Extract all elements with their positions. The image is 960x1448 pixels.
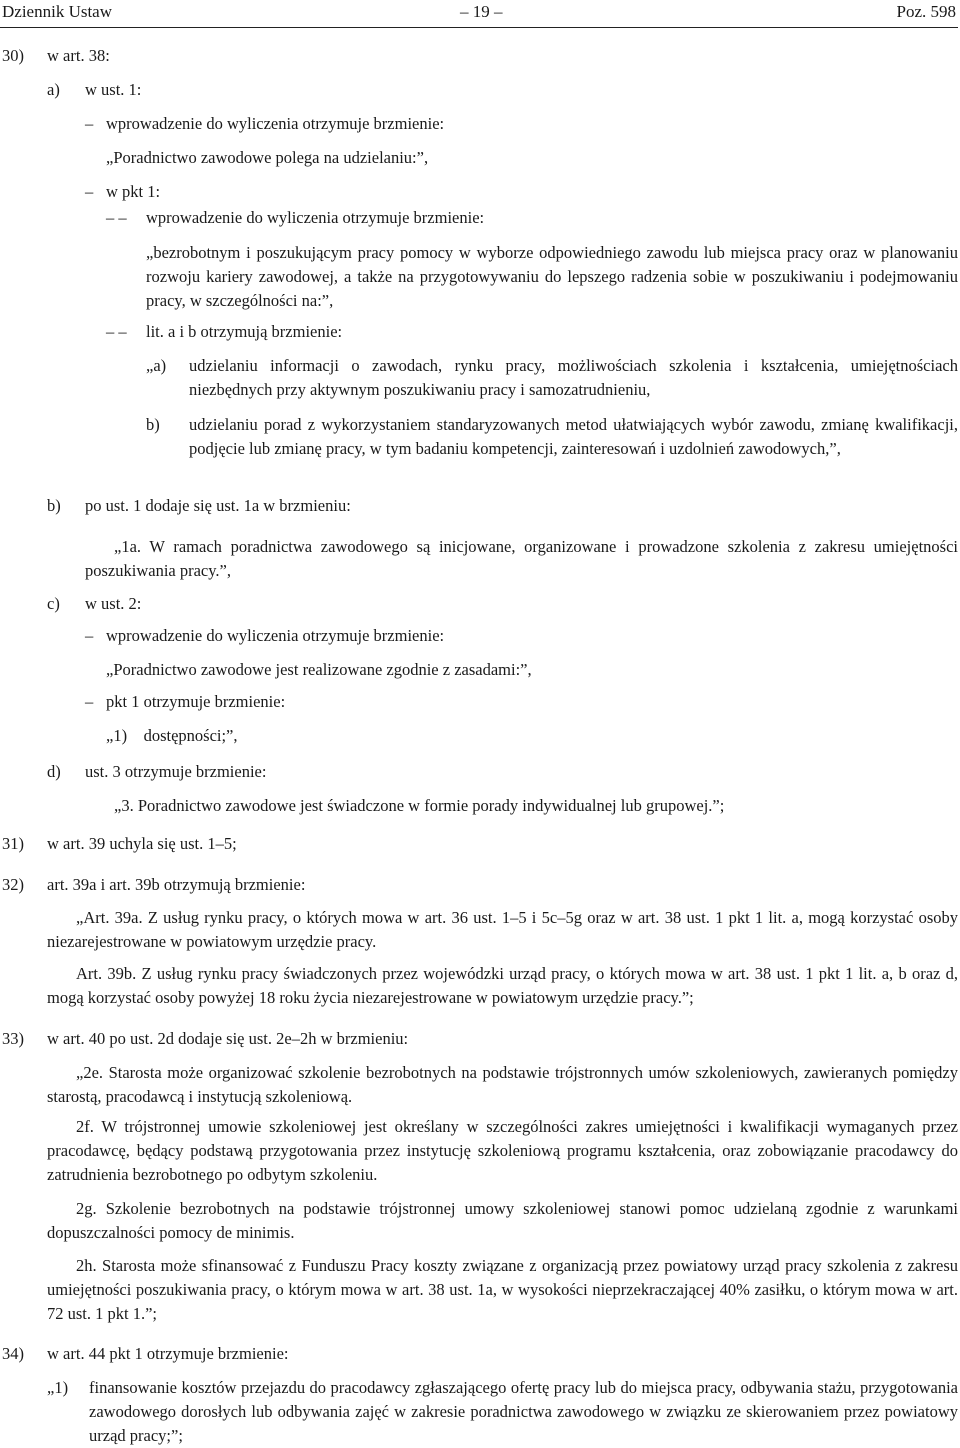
item-33-number: 33) xyxy=(2,1029,24,1048)
item-34-point-marker: „1) xyxy=(47,1378,69,1397)
letter-b-marker: b) xyxy=(146,415,160,434)
letter-a-text: udzielaniu informacji o zawodach, rynku pracy, możliwościach szkolenia i kształcenia, umiejętnościach niezbędnych przy aktywnym poszukiwaniu pracy i samozatrudnieniu, xyxy=(189,356,958,399)
item-34-text: w art. 44 pkt 1 otrzymuje brzmienie: xyxy=(47,1344,289,1363)
item-30-text: w art. 38: xyxy=(47,46,110,65)
item-30c-dash2-text: pkt 1 otrzymuje brzmienie: xyxy=(106,692,286,711)
dash-marker: – xyxy=(85,626,94,645)
dash-marker: – xyxy=(85,692,94,711)
item-30c-letter: c) xyxy=(47,594,60,613)
item-30-number: 30) xyxy=(2,46,24,65)
item-30a-text: w ust. 1: xyxy=(85,80,142,99)
item-30a-ddash2-text: lit. a i b otrzymują brzmienie: xyxy=(146,322,343,341)
item-30b-quote: „1a. W ramach poradnictwa zawodowego są inicjowane, organizowane i prowadzone szkolenia z zakresu umiejętności poszukiwania pracy.”, xyxy=(85,537,958,580)
page-header xyxy=(0,0,958,28)
journal-title: Dziennik Ustaw xyxy=(2,2,113,21)
item-30a-letter: a) xyxy=(47,80,60,99)
item-30d-text: ust. 3 otrzymuje brzmienie: xyxy=(85,762,267,781)
item-30c-quote2: „1) dostępności;”, xyxy=(106,726,238,745)
item-30c-text: w ust. 2: xyxy=(85,594,142,613)
item-34-point-text: finansowanie kosztów przejazdu do pracodawcy zgłaszającego ofertę pracy lub do miejsca pracy, odbywania stażu, przygotowania zawodowego dorosłych lub odbywania zajęć w zakresie poradnictwa zawodowego w związku ze skierowaniem przez powiatowy urząd pracy;”; xyxy=(89,1378,958,1445)
item-30c-quote1: „Poradnictwo zawodowe jest realizowane zgodnie z zasadami:”, xyxy=(106,660,532,679)
position-number: Poz. 598 xyxy=(896,2,956,21)
item-33-text: w art. 40 po ust. 2d dodaje się ust. 2e–2h w brzmieniu: xyxy=(47,1029,409,1048)
dash-marker: – xyxy=(85,114,94,133)
item-32-number: 32) xyxy=(2,875,24,894)
item-34-number: 34) xyxy=(2,1344,24,1363)
item-30a-dash2-text: w pkt 1: xyxy=(106,182,161,201)
item-30a-dash1-text: wprowadzenie do wyliczenia otrzymuje brzmienie: xyxy=(106,114,445,133)
item-33-para-2e: „2e. Starosta może organizować szkolenie bezrobotnych na podstawie trójstronnych umów szkoleniowych, zawieranych pomiędzy starostą, pracodawcą i instytucją szkoleniową. xyxy=(47,1063,958,1106)
item-30d-quote: „3. Poradnictwo zawodowe jest świadczone w formie porady indywidualnej lub grupowej.”; xyxy=(114,796,725,815)
item-30c-dash1-text: wprowadzenie do wyliczenia otrzymuje brzmienie: xyxy=(106,626,445,645)
item-33-para-2f: 2f. W trójstronnej umowie szkoleniowej jest określany w szczególności zakres umiejętności i kwalifikacji wymaganych przez pracodawcę, będący podstawą przygotowania przez instytucję szkoleniową programu kształcenia, oraz zobowiązanie pracodawcy do zatrudnienia bezrobotnego po odbytym szkoleniu. xyxy=(47,1117,958,1184)
item-33-para-2h: 2h. Starosta może sfinansować z Funduszu Pracy koszty związane z organizacją przez powiatowy urząd pracy szkolenia z zakresu umiejętności poszukiwania pracy, o którym mowa w art. 38 ust. 1a, w wysokości nieprzekraczającej 40% zasiłku, o którym mowa w art. 72 ust. 1 pkt 1.”; xyxy=(47,1256,958,1323)
double-dash-marker: – – xyxy=(106,208,127,227)
item-30a-quote2: „bezrobotnym i poszukującym pracy pomocy w wyborze odpowiedniego zawodu lub miejsca pracy oraz w planowaniu rozwoju kariery zawodowej, a także na przygotowywaniu do lepszego radzenia sobie w poszukiwaniu i podejmowaniu pracy, w szczególności na:”, xyxy=(146,243,958,310)
dash-marker: – xyxy=(85,182,94,201)
item-32-art39a: „Art. 39a. Z usług rynku pracy, o których mowa w art. 36 ust. 1–5 i 5c–5g oraz w art. 38 ust. 1 pkt 1 lit. a, mogą korzystać osoby niezarejestrowane w powiatowym urzędzie pracy. xyxy=(47,908,958,951)
page-number: – 19 – xyxy=(460,2,503,21)
item-30d-letter: d) xyxy=(47,762,61,781)
item-30b-text: po ust. 1 dodaje się ust. 1a w brzmieniu: xyxy=(85,496,351,515)
item-33-para-2g: 2g. Szkolenie bezrobotnych na podstawie trójstronnej umowy szkoleniowej stanowi pomoc udzielaną zgodnie z warunkami dopuszczalności pomocy de minimis. xyxy=(47,1199,958,1242)
double-dash-marker: – – xyxy=(106,322,127,341)
letter-a-marker: „a) xyxy=(146,356,167,375)
item-30a-ddash1-text: wprowadzenie do wyliczenia otrzymuje brzmienie: xyxy=(146,208,485,227)
item-31-text: w art. 39 uchyla się ust. 1–5; xyxy=(47,834,237,853)
item-31-number: 31) xyxy=(2,834,24,853)
letter-b-text: udzielaniu porad z wykorzystaniem standaryzowanych metod ułatwiających wybór zawodu, zmianę kwalifikacji, podjęcie lub zmianę pracy, w tym badaniu kompetencji, zainteresowań i uzdolnień zawodowych,”, xyxy=(189,415,958,458)
item-30b-letter: b) xyxy=(47,496,61,515)
item-30a-quote1: „Poradnictwo zawodowe polega na udzielaniu:”, xyxy=(106,148,429,167)
item-32-art39b: Art. 39b. Z usług rynku pracy świadczonych przez wojewódzki urząd pracy, o których mowa w art. 38 ust. 1 pkt 1 lit. a, b oraz d, mogą korzystać osoby powyżej 18 roku życia niezarejestrowane w powiatowym urzędzie pracy.”; xyxy=(47,964,958,1007)
item-32-text: art. 39a i art. 39b otrzymują brzmienie: xyxy=(47,875,306,894)
